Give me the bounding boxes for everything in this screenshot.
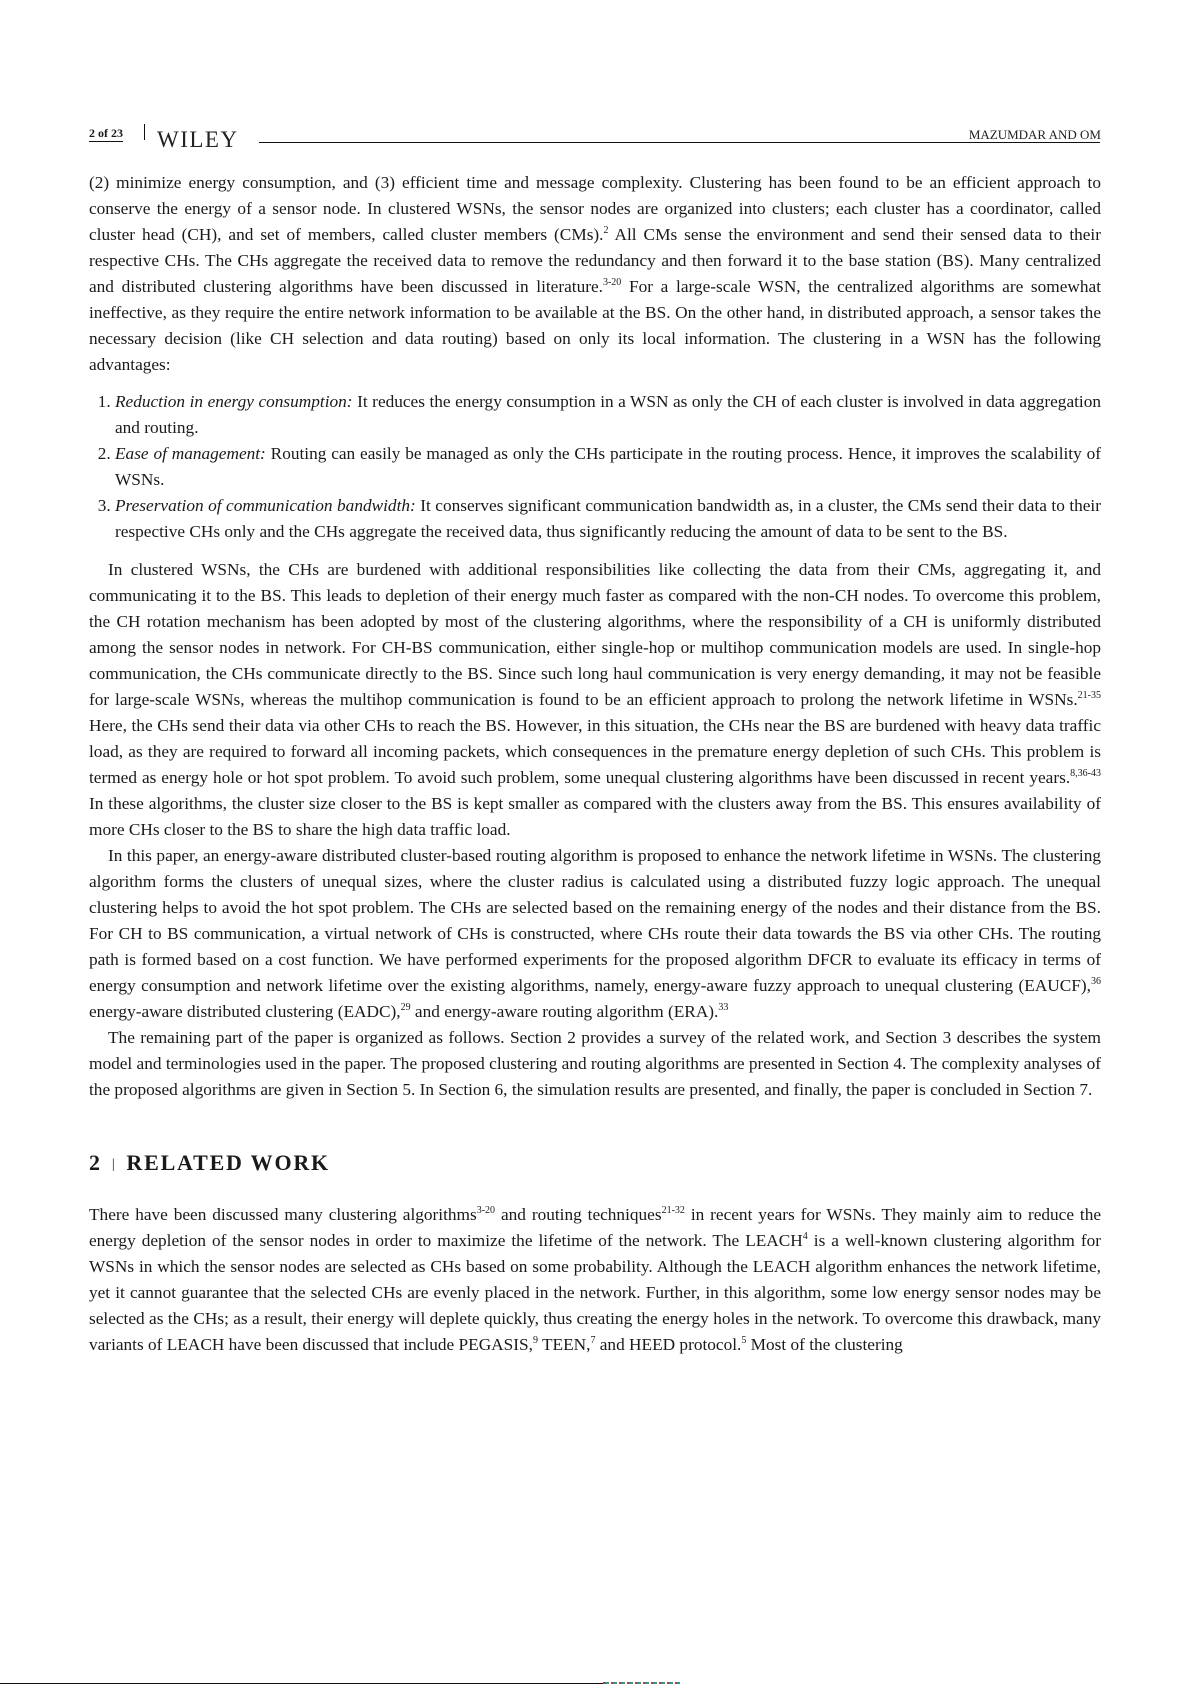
text-span: and energy-aware routing algorithm (ERA). — [410, 1002, 719, 1021]
text-span: energy-aware distributed clustering (EADC), — [89, 1002, 401, 1021]
footer-decoration — [603, 1682, 680, 1684]
section-heading — [89, 1150, 1101, 1180]
citation-ref[interactable]: 21-35 — [1077, 690, 1101, 701]
list-item-title: Preservation of communication bandwidth: — [115, 496, 416, 515]
page-number: 2 of 23 — [89, 126, 123, 140]
paragraph-intro-continued — [89, 170, 1101, 378]
text-span: TEEN, — [537, 1335, 591, 1354]
paragraph-organization: The remaining part of the paper is organized as follows. Section 2 provides a survey of the related work, and Section 3 describes the system model and terminologies used in the paper. The proposed clustering and routing algorithms are presented in Section 4. The complexity analyses of the proposed algorithms are given in Section 5. In Section 6, the simulation results are presented, and finally, the paper is concluded in Section 7. — [89, 1028, 1101, 1099]
citation-ref[interactable]: 9 — [532, 1335, 538, 1346]
citation-ref[interactable]: 4 — [802, 1231, 808, 1242]
paragraph-related-work — [89, 1202, 1101, 1358]
list-item — [115, 493, 1101, 545]
section-separator: | — [111, 1157, 117, 1172]
citation-ref[interactable]: 29 — [400, 1002, 411, 1013]
paragraph-hotspot — [89, 557, 1101, 843]
text-span: Most of the clustering — [746, 1335, 903, 1354]
publisher-logo: WILEY — [157, 127, 239, 152]
text-span: Here, the CHs send their data via other CHs to reach the BS. However, in this situation, the CHs near the BS are burdened with heavy data traffic load, as they are required to forward all incoming packets, which consequences in the premature energy depletion of such CHs. This problem is termed as energy hole or hot spot problem. To avoid such problem, some unequal clustering algorithms have been discussed in recent years. — [89, 716, 1101, 787]
text-span: All CMs sense the environment and send their sensed data to their respective CHs. The CHs aggregate the received data to remove the redundancy and then forward it to the base station (BS). Many centralized and distributed clustering algorithms have been discussed in literature. — [89, 225, 1101, 296]
running-head: MAZUMDAR AND OM — [968, 127, 1101, 142]
paragraph-proposal — [89, 843, 1101, 1025]
text-span: (2) minimize energy consumption, and (3) efficient time and message complexity. Clustering has been found to be an efficient approach to conserve the energy of a sensor node. In clustered WSNs, the sensor nodes are organized into clusters; each cluster has a coordinator, called cluster head (CH), and set of members, called cluster members (CMs). — [89, 173, 1101, 244]
citation-ref[interactable]: 21-32 — [661, 1205, 685, 1216]
text-span: and HEED protocol. — [595, 1335, 742, 1354]
list-item-text: It reduces the energy consumption in a WSN as only the CH of each cluster is involved in data aggregation and routing. — [115, 392, 1101, 437]
list-item-title: Ease of management: — [115, 444, 266, 463]
citation-ref[interactable]: 2 — [603, 225, 609, 236]
citation-ref[interactable]: 8,36-43 — [1070, 768, 1101, 779]
citation-ref[interactable]: 33 — [718, 1002, 729, 1013]
list-item — [115, 389, 1101, 441]
text-span: In these algorithms, the cluster size closer to the BS is kept smaller as compared with the clusters away from the BS. This ensures availability of more CHs closer to the BS to share the high data traffic load. — [89, 794, 1101, 839]
text-span: In this paper, an energy-aware distributed cluster-based routing algorithm is proposed to enhance the network lifetime in WSNs. The clustering algorithm forms the clusters of unequal sizes, where the cluster radius is calculated using a distributed fuzzy logic approach. The unequal clustering helps to avoid the hot spot problem. The CHs are selected based on the remaining energy of the nodes and their distance from the BS. For CH to BS communication, a virtual network of CHs is constructed, where CHs route their data towards the BS via other CHs. The routing path is formed based on a cost function. We have performed experiments for the proposed algorithm DFCR to evaluate its efficacy in terms of energy consumption and network lifetime over the existing algorithms, namely, energy-aware fuzzy approach to unequal clustering (EAUCF), — [89, 846, 1101, 995]
advantages-list — [89, 389, 1101, 545]
citation-ref[interactable]: 5 — [741, 1335, 747, 1346]
text-span: For a large-scale WSN, the centralized algorithms are somewhat ineffective, as they require the entire network information to be available at the BS. On the other hand, in distributed approach, a sensor takes the necessary decision (like CH selection and data routing) based on only its local information. The clustering in a WSN has the following advantages: — [89, 277, 1101, 374]
citation-ref[interactable]: 36 — [1091, 976, 1101, 987]
page-header — [89, 124, 1101, 154]
section-title: RELATED WORK — [126, 1150, 330, 1175]
text-span: and routing techniques — [495, 1205, 662, 1224]
text-span: is a well-known clustering algorithm for WSNs in which the sensor nodes are selected as CHs based on some probability. Although the LEACH algorithm enhances the network lifetime, yet it cannot guarantee that the selected CHs are evenly placed in the network. Further, in this algorithm, some low energy sensor nodes may be selected as the CHs; as a result, their energy will deplete quickly, thus creating the energy holes in the network. To overcome this drawback, many variants of LEACH have been discussed that include PEGASIS, — [89, 1231, 1101, 1354]
list-item — [115, 441, 1101, 493]
text-span: In clustered WSNs, the CHs are burdened with additional responsibilities like collecting the data from their CMs, aggregating it, and communicating it to the BS. This leads to depletion of their energy much faster as compared with the non-CH nodes. To overcome this problem, the CH rotation mechanism has been adopted by most of the clustering algorithms, where the responsibility of a CH is uniformly distributed among the sensor nodes in network. For CH-BS communication, either single-hop or multihop communication models are used. In single-hop communication, the CHs communicate directly to the BS. Since such long haul communication is very energy demanding, it may not be feasible for large-scale WSNs, whereas the multihop communication is found to be an efficient approach to prolong the network lifetime in WSNs. — [89, 560, 1101, 709]
section-number: 2 — [89, 1150, 102, 1175]
header-divider — [144, 124, 145, 140]
list-item-title: Reduction in energy consumption: — [115, 392, 353, 411]
citation-ref[interactable]: 3-20 — [602, 277, 622, 288]
list-item-text: Routing can easily be managed as only the CHs participate in the routing process. Hence, it improves the scalability of WSNs. — [115, 444, 1102, 489]
citation-ref[interactable]: 3-20 — [476, 1205, 496, 1216]
list-item-text: It conserves significant communication bandwidth as, in a cluster, the CMs send their data to their respective CHs only and the CHs aggregate the received data, thus significantly reducing the amount of data to be sent to the BS. — [115, 496, 1101, 541]
footer-rule — [0, 1683, 603, 1684]
citation-ref[interactable]: 7 — [590, 1335, 596, 1346]
text-span: in recent years for WSNs. They mainly aim to reduce the energy depletion of the sensor nodes in order to maximize the lifetime of the network. The LEACH — [89, 1205, 1102, 1250]
text-span: There have been discussed many clustering algorithms — [89, 1205, 477, 1224]
article-body — [89, 170, 1101, 1358]
